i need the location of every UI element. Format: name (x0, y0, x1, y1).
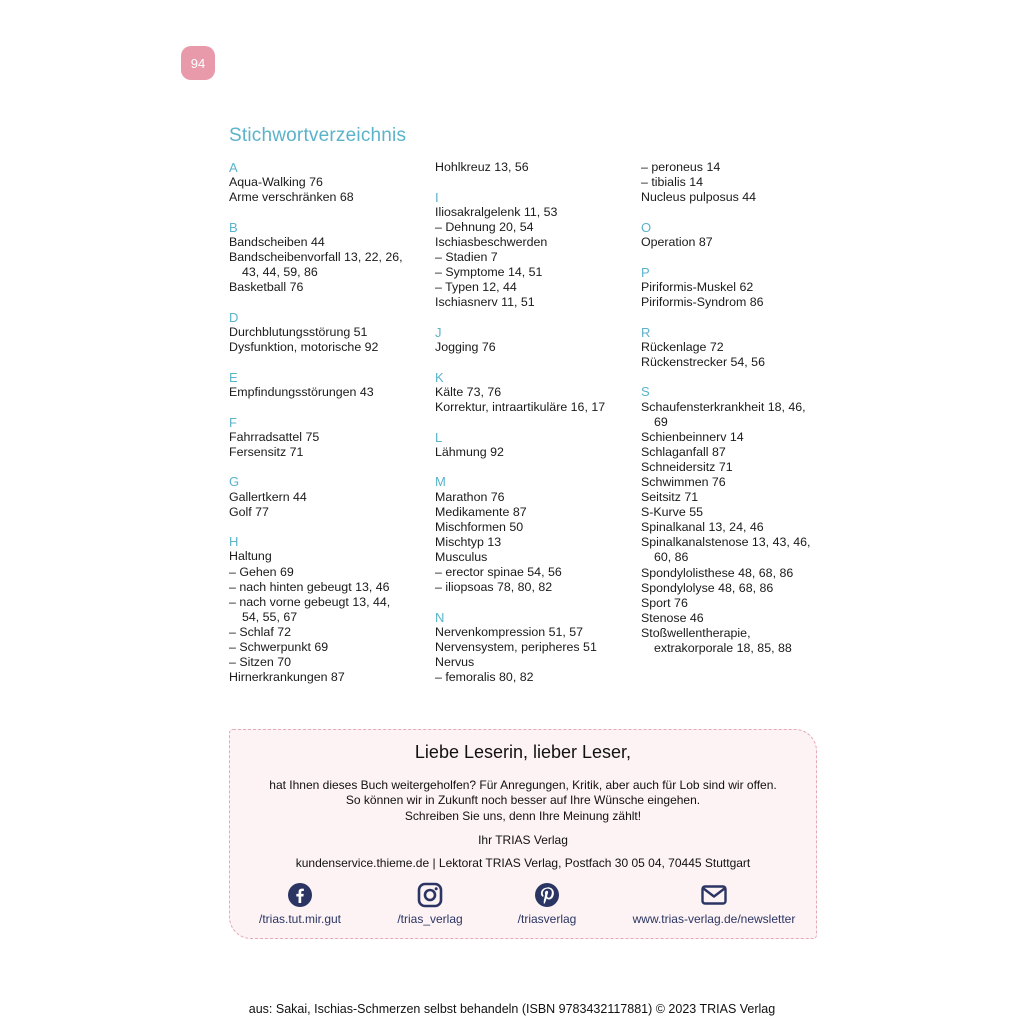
social-label: /triasverlag (517, 912, 577, 926)
index-entry: Seitsitz 71 (641, 490, 699, 505)
index-entry: – Stadien 7 (435, 250, 498, 265)
index-letter-heading: L (435, 429, 443, 445)
index-letter-heading: K (435, 369, 444, 385)
index-letter-heading: E (229, 369, 238, 385)
index-entry: – Schlaf 72 (229, 624, 291, 639)
social-label: /trias.tut.mir.gut (258, 912, 342, 926)
index-section (435, 430, 635, 460)
index-entry: Dysfunktion, motorische 92 (229, 340, 379, 355)
index-section (229, 534, 429, 685)
index-entry: Schlaganfall 87 (641, 444, 726, 459)
box-text-line-2: So können wir in Zukunft noch besser auf Ihre Wünsche eingehen. (345, 793, 701, 807)
index-letter-heading: H (229, 534, 239, 550)
index-entry: Nervensystem, peripheres 51 (435, 640, 597, 654)
index-letter-heading: S (641, 384, 650, 400)
index-entry: 43, 44, 59, 86 (242, 265, 318, 280)
index-entry: – Typen 12, 44 (435, 280, 517, 295)
index-entry: 69 (654, 414, 668, 429)
social-facebook[interactable] (256, 882, 344, 926)
index-entry: – Schwerpunkt 69 (229, 640, 329, 654)
index-entry: Nervus (435, 655, 475, 670)
index-section (435, 610, 635, 685)
index-entry: Jogging 76 (435, 340, 496, 355)
mail-icon (700, 882, 728, 908)
index-entry: S-Kurve 55 (641, 505, 703, 520)
box-text-line-1: hat Ihnen dieses Buch weitergeholfen? Für Anregungen, Kritik, aber auch für Lob sind wir offen. (269, 778, 777, 792)
index-entry: Lähmung 92 (435, 444, 504, 459)
index-entry: – Dehnung 20, 54 (435, 219, 534, 234)
index-column-3 (641, 160, 841, 671)
index-letter-heading: N (435, 609, 445, 625)
index-entry: – Gehen 69 (229, 564, 294, 579)
index-entry: – nach vorne gebeugt 13, 44, (229, 594, 391, 609)
index-column-1 (229, 160, 429, 700)
index-entry: Fahrradsattel 75 (229, 429, 320, 444)
index-entry: Korrektur, intraartikuläre 16, 17 (435, 400, 606, 414)
index-letter-heading: P (641, 264, 650, 280)
index-entry: Sport 76 (641, 595, 688, 610)
index-section (435, 325, 635, 355)
index-section (435, 370, 635, 415)
index-section (229, 220, 429, 295)
box-contact[interactable]: kundenservice.thieme.de | Lektorat TRIAS Verlag, Postfach 30 05 04, 70445 Stuttgart (295, 856, 751, 870)
index-entry: Rückenstrecker 54, 56 (641, 354, 765, 369)
index-entry: – iliopsoas 78, 80, 82 (435, 580, 553, 595)
index-entry: extrakorporale 18, 85, 88 (654, 641, 792, 655)
index-entry: Musculus (435, 549, 488, 564)
index-entry: Mischtyp 13 (435, 534, 502, 549)
index-section (641, 265, 841, 310)
box-heading: Liebe Leserin, lieber Leser, (414, 742, 632, 762)
index-letter-heading: B (229, 219, 238, 235)
pinterest-icon (534, 882, 560, 908)
facebook-icon (287, 882, 313, 908)
index-column-2 (435, 160, 635, 700)
index-entry: – Symptome 14, 51 (435, 265, 543, 280)
index-entry: Schienbeinnerv 14 (641, 429, 744, 444)
footer-citation: aus: Sakai, Ischias-Schmerzen selbst behandeln (ISBN 9783432117881) © 2023 TRIAS Verlag (248, 1002, 776, 1016)
index-entry: – nach hinten gebeugt 13, 46 (229, 579, 390, 594)
index-entry: Nucleus pulposus 44 (641, 190, 757, 205)
index-entry: Haltung (229, 549, 272, 564)
index-entry: Operation 87 (641, 234, 713, 249)
index-entry: Basketball 76 (229, 280, 304, 295)
index-entry: Ischiasnerv 11, 51 (435, 295, 535, 310)
index-section (229, 310, 429, 355)
index-section (229, 474, 429, 519)
index-letter-heading: D (229, 309, 239, 325)
index-entry: Spondylolisthese 48, 68, 86 (641, 565, 794, 580)
index-letter-heading: A (229, 160, 238, 175)
index-entry: Rückenlage 72 (641, 339, 724, 354)
index-entry: – femoralis 80, 82 (435, 670, 534, 685)
index-entry: Spondylolyse 48, 68, 86 (641, 580, 774, 595)
index-entry: Arme verschränken 68 (229, 190, 354, 205)
index-entry: Spinalkanalstenose 13, 43, 46, (641, 535, 811, 550)
index-entry: Empfindungsstörungen 43 (229, 384, 374, 399)
box-signature: Ihr TRIAS Verlag (478, 833, 568, 847)
index-letter-heading: R (641, 324, 651, 340)
index-entry: 54, 55, 67 (242, 609, 298, 624)
index-entry: Durchblutungsstörung 51 (229, 325, 368, 340)
index-letter-heading: I (435, 189, 439, 205)
reader-feedback-box (229, 729, 817, 939)
index-entry: Iliosakralgelenk 11, 53 (435, 204, 558, 219)
index-entry: – Sitzen 70 (229, 655, 291, 670)
index-entry: – erector spinae 54, 56 (435, 565, 562, 580)
index-section (641, 325, 841, 370)
index-entry: Ischiasbeschwerden (435, 234, 548, 249)
index-entry: Kälte 73, 76 (435, 384, 502, 399)
index-entry: Stoßwellentherapie, (641, 625, 751, 640)
index-section (435, 474, 635, 595)
box-text-line-3: Schreiben Sie uns, denn Ihre Meinung zählt! (404, 809, 642, 823)
index-entry: Piriformis-Muskel 62 (641, 279, 754, 294)
index-entry: Mischformen 50 (435, 519, 524, 534)
index-section (229, 370, 429, 400)
social-instagram[interactable] (392, 882, 468, 926)
index-entry: Hohlkreuz 13, 56 (435, 160, 529, 174)
index-entry: Spinalkanal 13, 24, 46 (641, 520, 764, 535)
instagram-icon (417, 882, 443, 908)
index-entry: – peroneus 14 (641, 160, 721, 174)
index-entry: Schwimmen 76 (641, 474, 726, 489)
index-entry: 60, 86 (654, 550, 689, 565)
index-section (229, 415, 429, 460)
index-entry: Stenose 46 (641, 610, 704, 625)
index-entry: Medikamente 87 (435, 504, 527, 519)
social-label: /trias_verlag (397, 912, 463, 926)
social-label: www.trias-verlag.de/newsletter (632, 912, 796, 926)
index-entry: Piriformis-Syndrom 86 (641, 294, 764, 309)
index-entry: Bandscheibenvorfall 13, 22, 26, (229, 250, 403, 265)
index-entry: Hirnerkrankungen 87 (229, 670, 345, 685)
index-letter-heading: J (435, 325, 442, 341)
index-letter-heading: O (641, 219, 652, 235)
index-section (641, 384, 841, 656)
index-section (435, 160, 635, 175)
index-entry: – tibialis 14 (641, 175, 703, 190)
index-entry: Nervenkompression 51, 57 (435, 624, 584, 639)
index-letter-heading: G (229, 474, 240, 490)
index-entry: Schneidersitz 71 (641, 459, 733, 474)
index-entry: Aqua-Walking 76 (229, 175, 323, 190)
index-section (641, 160, 841, 205)
index-section (435, 190, 635, 311)
page-number-badge: 94 (181, 46, 215, 80)
index-entry: Marathon 76 (435, 489, 505, 504)
index-entry: Fersensitz 71 (229, 444, 304, 459)
index-entry: Bandscheiben 44 (229, 234, 325, 249)
index-entry: Schaufensterkrankheit 18, 46, (641, 399, 806, 414)
social-pinterest[interactable] (512, 882, 582, 926)
index-letter-heading: M (435, 474, 446, 490)
index-entry: Gallertkern 44 (229, 489, 307, 504)
social-newsletter[interactable] (626, 882, 802, 926)
index-letter-heading: F (229, 414, 237, 430)
index-entry: Golf 77 (229, 504, 269, 519)
page-title: Stichwortverzeichnis (229, 125, 407, 146)
index-section (229, 160, 429, 205)
index-section (641, 220, 841, 250)
